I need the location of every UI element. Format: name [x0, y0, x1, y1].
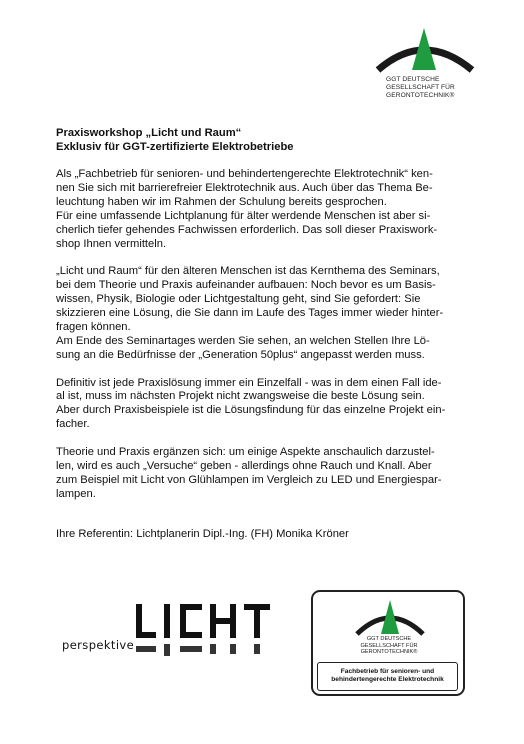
ggt-logo-caption-line: GESELLSCHAFT FÜR: [386, 83, 455, 91]
ggt-logo-caption-line: GERONTOTECHNIK®: [386, 91, 455, 99]
ggt-arc-triangle-icon: [372, 26, 478, 76]
badge-caption-line: GESELLSCHAFT FÜR: [360, 642, 418, 649]
badge-footer: [317, 662, 458, 691]
text-line: nen Sie sich mit barrierefreier Elektrotechnik aus. Auch über das Thema Be-: [56, 181, 433, 194]
paragraph-experiments: [56, 446, 476, 502]
text-line: cherlich tiefer gehendes Fachwissen erforderlich. Das soll dieser Praxiswork-: [56, 223, 438, 236]
text-line: skizzieren eine Lösung, die Sie dann im Laufe des Tages immer wieder hinter-: [56, 307, 444, 320]
text-line: Als „Fachbetrieb für senioren- und behindertengerechte Elektrotechnik“ ken-: [56, 168, 433, 180]
text-line: shop Ihnen vermitteln.: [56, 237, 167, 250]
ggt-arc-triangle-icon: [353, 598, 427, 638]
ggt-logo: [372, 26, 478, 112]
licht-wordmark-icon: [134, 602, 270, 664]
text-line: Am Ende des Seminartages werden Sie sehen, an welchen Stellen Ihre Lö-: [56, 334, 430, 347]
badge-caption: [321, 636, 457, 656]
badge-caption-line: GERONTOTECHNIK®: [360, 649, 418, 656]
text-line: lampen.: [56, 487, 96, 500]
referent-line: Ihre Referentin: Lichtplanerin Dipl.-Ing. (FH) Monika Kröner: [56, 528, 349, 540]
certification-badge: [311, 590, 465, 696]
document-heading: [56, 126, 476, 154]
text-line: Definitiv ist jede Praxislösung immer ein Einzelfall - was in dem einen Fall ide-: [56, 376, 442, 389]
text-line: Aber durch Praxisbeispiele ist die Lösungsfindung für das einzelne Projekt ein-: [56, 404, 446, 417]
badge-footer-line: Fachbetrieb für senioren- und: [340, 668, 435, 675]
text-line: len, wird es auch „Versuche“ geben - allerdings ohne Rauch und Knall. Aber: [56, 459, 432, 472]
ggt-logo-caption: [386, 76, 478, 99]
text-line: Für eine umfassende Lichtplanung für älter werdende Menschen ist aber si-: [56, 209, 431, 222]
licht-logo-small-text: perspektive: [62, 638, 135, 652]
document-subtitle: Exklusiv für GGT-zertifizierte Elektrobetriebe: [56, 141, 294, 153]
text-line: facher.: [56, 418, 90, 431]
paragraph-intro: [56, 168, 476, 251]
paragraph-practice: [56, 377, 476, 433]
text-line: Theorie und Praxis ergänzen sich: um einige Aspekte anschaulich darzustel-: [56, 446, 435, 459]
badge-footer-line: behindertengerechte Elektrotechnik: [331, 676, 444, 684]
text-line: wissen, Physik, Biologie oder Lichtgestaltung geht, sind Sie gefordert: Sie: [56, 293, 421, 306]
paragraph-core-topic: [56, 265, 476, 362]
text-line: fragen können.: [56, 320, 131, 333]
perspektive-licht-logo: [62, 602, 272, 666]
text-line: leuchtung haben wir im Rahmen der Schulung bereits gesprochen.: [56, 195, 387, 208]
text-line: „Licht und Raum“ für den älteren Menschen ist das Kernthema des Seminars,: [56, 265, 440, 278]
document-body: [56, 168, 476, 516]
badge-caption-line: GGT DEUTSCHE: [366, 636, 412, 642]
document-title: Praxisworkshop „Licht und Raum“: [56, 127, 242, 139]
ggt-logo-caption-line: GGT DEUTSCHE: [386, 76, 440, 83]
text-line: sung an die Bedürfnisse der „Generation 50plus“ angepasst werden muss.: [56, 348, 425, 361]
text-line: al ist, muss im nächsten Projekt nicht zwangsweise die beste Lösung sein.: [56, 390, 425, 403]
text-line: bei dem Theorie und Praxis aufeinander aufbauen: Noch bevor es um Basis-: [56, 279, 436, 292]
text-line: zum Beispiel mit Licht von Glühlampen im Vergleich zu LED und Energiespar-: [56, 473, 442, 486]
